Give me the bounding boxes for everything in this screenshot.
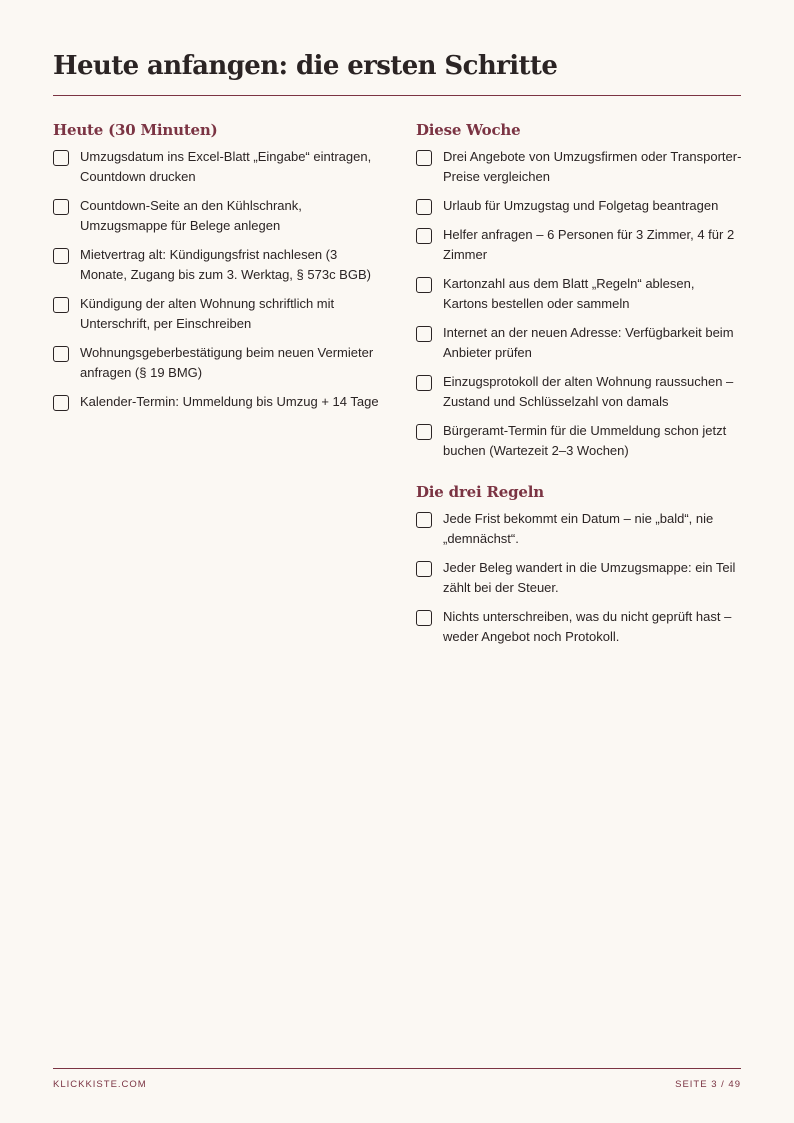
- checklist-item-label: Jeder Beleg wandert in die Umzugsmappe: ein Teil zählt bei der Steuer.: [443, 560, 736, 595]
- checklist-item: [416, 509, 742, 549]
- checklist-item-label: Internet an der neuen Adresse: Verfügbarkeit beim Anbieter prüfen: [443, 325, 734, 360]
- checklist-item: [416, 196, 742, 216]
- checklist-item: [416, 225, 742, 265]
- checkbox[interactable]: [53, 199, 69, 215]
- checklist-item: [53, 147, 379, 187]
- checkbox[interactable]: [53, 395, 69, 411]
- checklist-item-label: Mietvertrag alt: Kündigungsfrist nachlesen (3 Monate, Zugang bis zum 3. Werktag, § 573c BGB): [80, 247, 371, 282]
- section-today: [53, 121, 379, 412]
- checkbox[interactable]: [416, 277, 432, 293]
- checkbox[interactable]: [416, 561, 432, 577]
- checklist-item: [416, 147, 742, 187]
- left-column: [53, 121, 379, 434]
- title-divider: [53, 95, 741, 96]
- checklist-item-label: Kartonzahl aus dem Blatt „Regeln“ ablesen, Kartons bestellen oder sammeln: [443, 276, 695, 311]
- checklist-item-label: Kündigung der alten Wohnung schriftlich mit Unterschrift, per Einschreiben: [80, 296, 335, 331]
- checkbox[interactable]: [416, 150, 432, 166]
- checkbox[interactable]: [53, 248, 69, 264]
- checklist-item-label: Urlaub für Umzugstag und Folgetag beantragen: [443, 198, 719, 213]
- checklist-item-label: Wohnungsgeberbestätigung beim neuen Vermieter anfragen (§ 19 BMG): [80, 345, 374, 380]
- section-three-rules: [416, 483, 742, 647]
- checklist: [416, 509, 742, 647]
- checklist-item-label: Einzugsprotokoll der alten Wohnung raussuchen – Zustand und Schlüsselzahl von damals: [443, 374, 734, 409]
- checklist-item: [53, 343, 379, 383]
- checklist-item-label: Kalender-Termin: Ummeldung bis Umzug + 14 Tage: [80, 394, 379, 409]
- checklist-item: [416, 372, 742, 412]
- checklist-item-label: Helfer anfragen – 6 Personen für 3 Zimmer, 4 für 2 Zimmer: [443, 227, 735, 262]
- right-column: [416, 121, 742, 669]
- checklist-item-label: Drei Angebote von Umzugsfirmen oder Transporter-Preise vergleichen: [443, 149, 742, 184]
- checkbox[interactable]: [416, 228, 432, 244]
- footer-divider: [53, 1068, 741, 1069]
- checklist-item-label: Countdown-Seite an den Kühlschrank, Umzugsmappe für Belege anlegen: [80, 198, 302, 233]
- checkbox[interactable]: [53, 346, 69, 362]
- section-this-week: [416, 121, 742, 461]
- checkbox[interactable]: [416, 424, 432, 440]
- checkbox[interactable]: [53, 297, 69, 313]
- checkbox[interactable]: [53, 150, 69, 166]
- checklist-item: [416, 274, 742, 314]
- checkbox[interactable]: [416, 199, 432, 215]
- checklist-item-label: Nichts unterschreiben, was du nicht geprüft hast – weder Angebot noch Protokoll.: [443, 609, 732, 644]
- section-title: Diese Woche: [416, 121, 521, 139]
- footer-site: KLICKKISTE.COM: [53, 1079, 147, 1090]
- checklist-item: [53, 392, 379, 412]
- checkbox[interactable]: [416, 512, 432, 528]
- checklist-item: [416, 558, 742, 598]
- section-title: Heute (30 Minuten): [53, 121, 218, 139]
- checkbox[interactable]: [416, 375, 432, 391]
- checklist-item: [53, 245, 379, 285]
- page-title: Heute anfangen: die ersten Schritte: [53, 51, 558, 81]
- checklist: [416, 147, 742, 461]
- checklist: [53, 147, 379, 412]
- footer-page-number: SEITE 3 / 49: [675, 1079, 741, 1090]
- section-title: Die drei Regeln: [416, 483, 544, 501]
- checklist-item: [53, 196, 379, 236]
- checklist-item: [53, 294, 379, 334]
- checklist-item-label: Bürgeramt-Termin für die Ummeldung schon jetzt buchen (Wartezeit 2–3 Wochen): [443, 423, 727, 458]
- checklist-item: [416, 607, 742, 647]
- checklist-item-label: Jede Frist bekommt ein Datum – nie „bald“, nie „demnächst“.: [443, 511, 714, 546]
- checklist-item: [416, 421, 742, 461]
- checkbox[interactable]: [416, 326, 432, 342]
- checklist-item: [416, 323, 742, 363]
- checklist-item-label: Umzugsdatum ins Excel-Blatt „Eingabe“ eintragen, Countdown drucken: [80, 149, 372, 184]
- checkbox[interactable]: [416, 610, 432, 626]
